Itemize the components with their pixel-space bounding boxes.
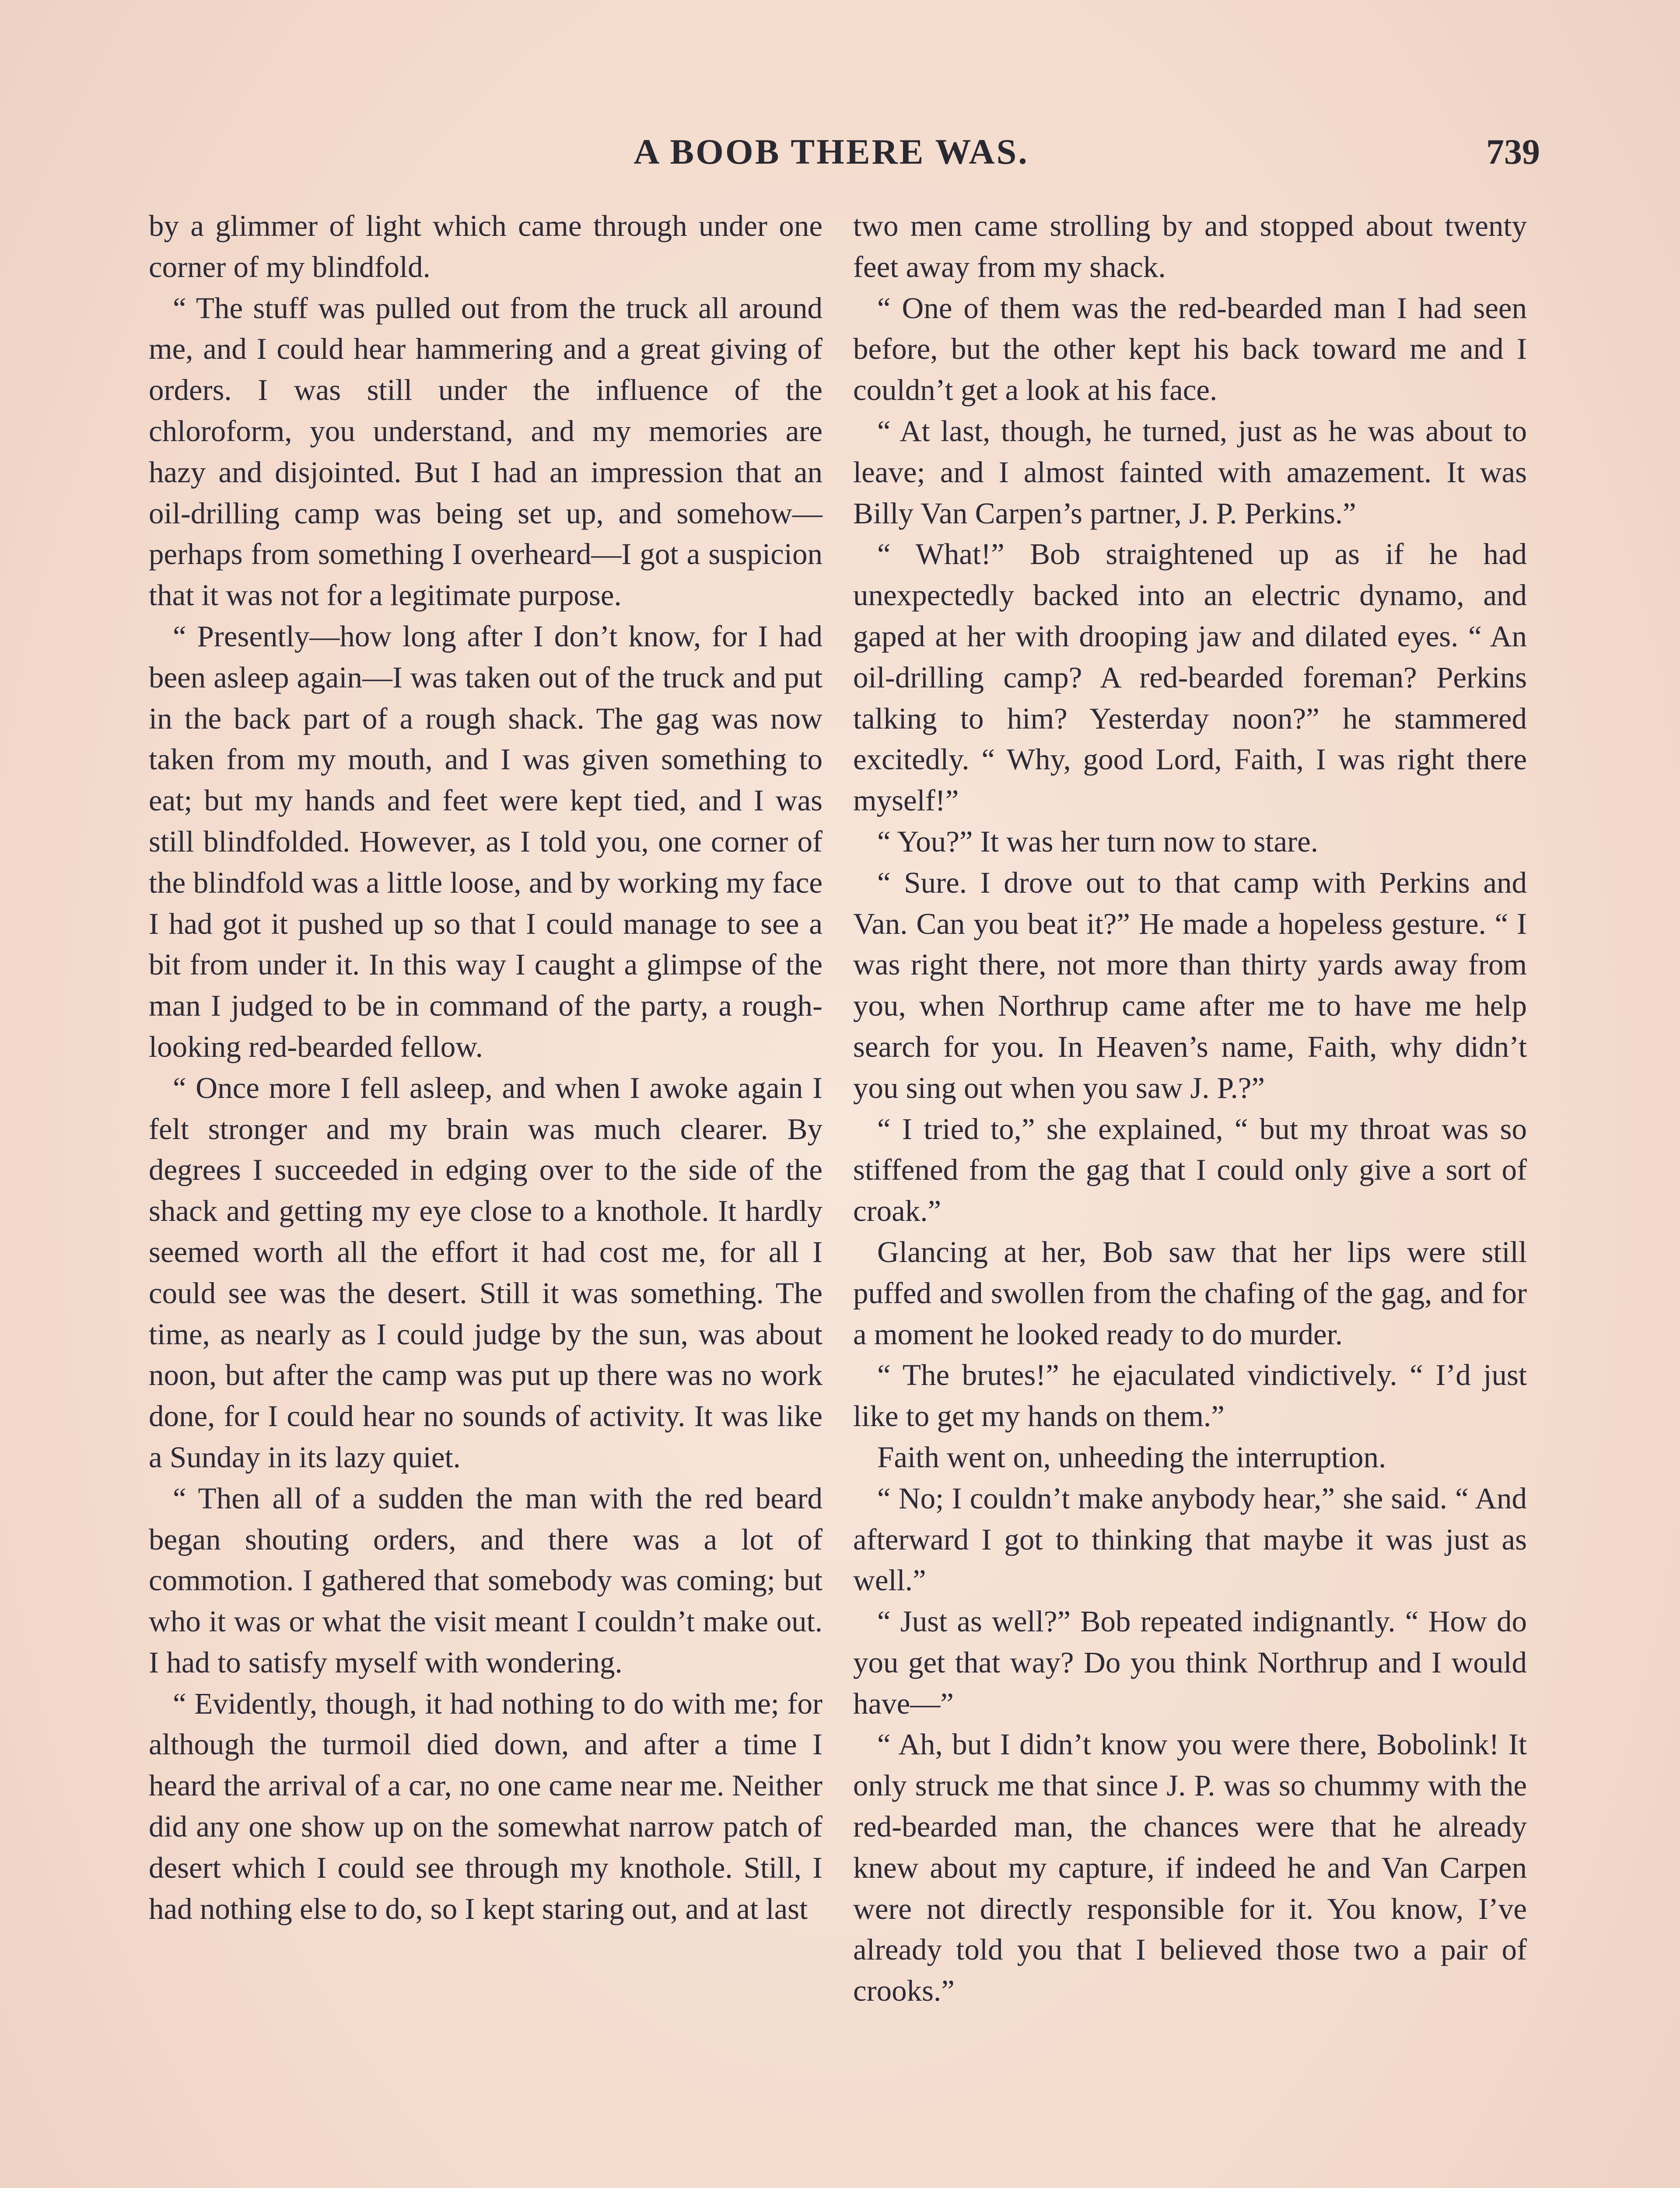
paragraph: “ Ah, but I didn’t know you were there, Bobolink! It only struck me that since J. P. was so chummy with the red-bearded man, the chances were that he already knew about my capture, if indeed he and Van Carpen were not directly responsible for it. You know, I’ve already told you that I believed those two a pair of crooks.” [853, 1728, 1527, 2008]
paragraph: “ I tried to,” she explained, “ but my throat was so stiffened from the gag that I could only give a sort of croak.” [853, 1112, 1527, 1228]
paragraph: “ The brutes!” he ejaculated vindictively. “ I’d just like to get my hands on them.” [853, 1358, 1527, 1433]
paragraph: “ Sure. I drove out to that camp with Perkins and Van. Can you beat it?” He made a hopeless gesture. “ I was right there, not more than thirty yards away from you, when Northrup came after me to have me help search for you. In Heaven’s name, Faith, why didn’t you sing out when you saw J. P.?” [853, 866, 1527, 1105]
paragraph: “ One of them was the red-bearded man I had seen before, but the other kept his back toward me and I couldn’t get a look at his face. [853, 291, 1527, 407]
paragraph: “ Once more I fell asleep, and when I awoke again I felt stronger and my brain was much clearer. By degrees I succeeded in edging over to the side of the shack and getting my eye close to a knothole. It hardly seemed worth all the effort it had cost me, for all I could see was the desert. Still it was something. The time, as nearly as I could judge by the sun, was about noon, but after the camp was put up there was no work done, for I could hear no sounds of activity. It was like a Sunday in its lazy quiet. [149, 1071, 822, 1474]
paragraph: by a glimmer of light which came through under one corner of my blindfold. [149, 209, 822, 284]
right-column [853, 206, 1527, 2188]
paragraph: Glancing at her, Bob saw that her lips were still puffed and swollen from the chafing of the gag, and for a moment he looked ready to do murder. [853, 1235, 1527, 1351]
paragraph: “ Evidently, though, it had nothing to do with me; for although the turmoil died down, and after a time I heard the arrival of a car, no one came near me. Neither did any one show up on the somewhat narrow patch of desert which I could see through my knothole. Still, I had nothing else to do, so I kept staring out, and at last [149, 1687, 822, 1925]
paragraph: “ You?” It was her turn now to stare. [877, 824, 1318, 858]
paragraph: “ Presently—how long after I don’t know, for I had been asleep again—I was taken out of the truck and put in the back part of a rough shack. The gag was now taken from my mouth, and I was given something to eat; but my hands and feet were kept tied, and I was still blindfolded. However, as I told you, one corner of the blindfold was a little loose, and by working my face I had got it pushed up so that I could manage to see a bit from under it. In this way I caught a glimpse of the man I judged to be in command of the party, a rough-looking red-bearded fellow. [149, 619, 822, 1063]
running-header-title: A BOOB THERE WAS. [634, 132, 1029, 172]
paragraph: “ What!” Bob straightened up as if he had unexpectedly backed into an electric dynamo, and gaped at her with drooping jaw and dilated eyes. “ An oil-drilling camp? A red-bearded foreman? Perkins talking to him? Yesterday noon?” he stammered excitedly. “ Why, good Lord, Faith, I was right there myself!” [853, 537, 1527, 817]
paragraph: “ The stuff was pulled out from the truck all around me, and I could hear hammering and a great giving of orders. I was still under the influence of the chloroform, you understand, and my memories are hazy and disjointed. But I had an impression that an oil-drilling camp was being set up, and somehow—perhaps from something I overheard—I got a suspicion that it was not for a legitimate purpose. [149, 291, 822, 612]
paragraph: “ No; I couldn’t make anybody hear,” she said. “ And afterward I got to thinking that maybe it was just as well.” [853, 1481, 1527, 1597]
paragraph: “ Just as well?” Bob repeated indignantly. “ How do you get that way? Do you think Northrup and I would have—” [853, 1605, 1527, 1720]
paragraph: Faith went on, unheeding the interruption. [877, 1440, 1386, 1474]
paragraph: “ Then all of a sudden the man with the red beard began shouting orders, and there was a lot of commotion. I gathered that somebody was coming; but who it was or what the visit meant I couldn’t make out. I had to satisfy myself with wondering. [149, 1481, 822, 1679]
paragraph: “ At last, though, he turned, just as he was about to leave; and I almost fainted with amazement. It was Billy Van Carpen’s partner, J. P. Perkins.” [853, 414, 1527, 530]
paragraph: two men came strolling by and stopped about twenty feet away from my shack. [853, 209, 1527, 284]
left-column [149, 206, 822, 2188]
page-number: 739 [1486, 132, 1540, 172]
